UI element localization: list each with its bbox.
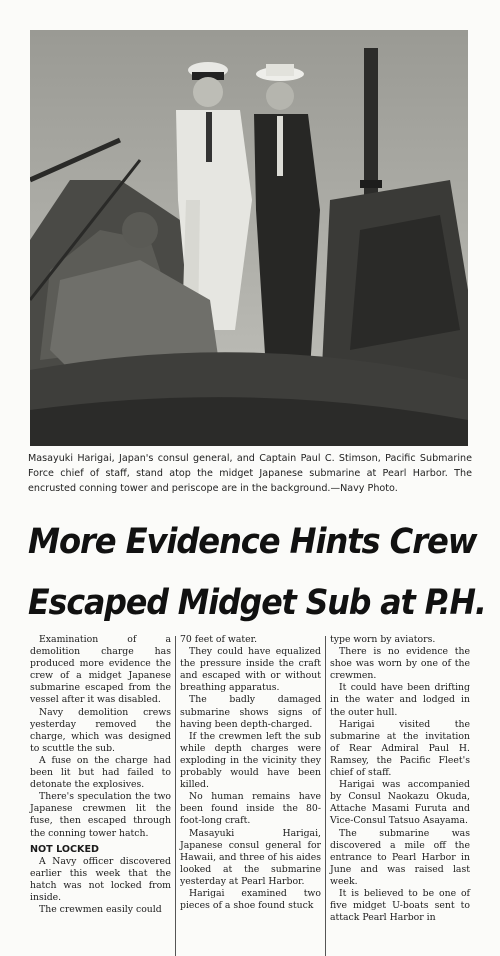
article-paragraph: A fuse on the charge had been lit but had failed to detonate the explosives. xyxy=(30,754,171,791)
article-paragraph: They could have equalized the pressure inside the craft and escaped with or without breathing apparatus. xyxy=(180,646,321,694)
article-column-2 xyxy=(180,634,321,912)
article-paragraph: It could have been drifting in the water and lodged in the outer hull. xyxy=(330,682,470,718)
headline-line-2: Escaped Midget Sub at P.H. xyxy=(28,583,486,623)
article-paragraph: It is believed to be one of five midget U-boats sent to attack Pearl Harbor in xyxy=(330,887,470,924)
photo-caption: Masayuki Harigai, Japan's consul general, and Captain Paul C. Stimson, Pacific Submarine Force chief of staff, stand atop the midget Japanese submarine at Pearl Harbor. The encrusted conning tower and periscope are in the background.—Navy Photo. xyxy=(28,453,472,494)
article-paragraph: The submarine was discovered a mile off the entrance to Pearl Harbor in June and was raised last week. xyxy=(330,827,470,887)
article-paragraph: The badly damaged submarine shows signs of having been depth-charged. xyxy=(180,694,321,730)
article-paragraph: Harigai was accompanied by Consul Naokazu Okuda, Attache Masami Furuta and Vice-Consul Tatsuo Asayama. xyxy=(330,779,470,827)
article-paragraph: Harigai visited the submarine at the invitation of Rear Admiral Paul H. Ramsey, the Pacific Fleet's chief of staff. xyxy=(330,718,470,779)
article-column-3 xyxy=(330,634,470,924)
article-paragraph: No human remains have been found inside the 80-foot-long craft. xyxy=(180,791,321,827)
article-paragraph: The crewmen easily could xyxy=(39,904,162,916)
article-paragraph: Masayuki Harigai, Japanese consul general for Hawaii, and three of his aides looked at the submarine yesterday at Pearl Harbor. xyxy=(180,827,321,887)
article-paragraph: Examination of a demolition charge has produced more evidence the crew of a midget Japanese submarine escaped from the vessel after it was disabled. xyxy=(30,634,171,706)
article-paragraph: If the crewmen left the sub while depth charges were exploding in the vicinity they probably would have been killed. xyxy=(180,730,321,791)
article-paragraph: 70 feet of water. xyxy=(180,634,258,645)
article-paragraph: Harigai examined two pieces of a shoe found stuck xyxy=(180,887,321,912)
subheading: NOT LOCKED xyxy=(30,843,99,855)
article-paragraph: There's speculation the two Japanese crewmen lit the fuse, then escaped through the conning tower hatch. xyxy=(30,791,171,839)
column-rule xyxy=(175,636,176,956)
article-paragraph: A Navy officer discovered earlier this week that the hatch was not locked from inside. xyxy=(30,855,171,903)
column-rule xyxy=(325,636,326,956)
news-photo xyxy=(30,30,468,446)
photo-illustration xyxy=(30,30,468,446)
article-paragraph: type worn by aviators. xyxy=(330,634,436,645)
article-paragraph: Navy demolition crews yesterday removed the charge, which was designed to scuttle the sub. xyxy=(30,706,171,754)
article-column-1 xyxy=(30,634,171,916)
headline-line-1: More Evidence Hints Crew xyxy=(28,522,477,562)
article-paragraph: There is no evidence the shoe was worn by one of the crewmen. xyxy=(330,646,470,682)
